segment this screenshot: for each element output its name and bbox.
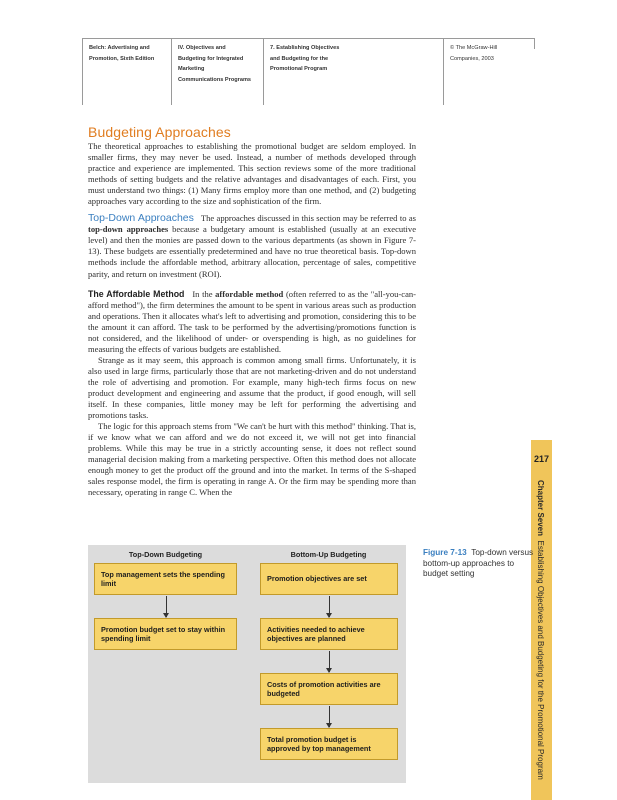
topdown-heading: Top-Down Approaches [88,212,194,225]
top-down-column-title: Top-Down Budgeting [128,550,203,559]
arrow-down [329,651,330,672]
flow-box-costs: Costs of promotion activities are budgeted [260,673,398,705]
affordable-term: affordable method [215,288,284,299]
figure-number: Figure 7-13 [423,548,467,557]
topdown-paragraph: Top-Down Approaches The approaches discussed in this section may be referred to as top-down approaches because a budgetary amount is established (usually at an executive level) and then the monies are passed down to the various departments (as shown in Figure 7-13). These budgets are essentially predetermined and have no true theoretical basis. Top-down methods include the affordable method, arbitrary allocation, percentage of sales, competitive parity, and return on investment (ROI). [88,212,416,279]
header-chapter-title: 7. Establishing Objectives and Budgeting for the Promotional Program [263,39,443,105]
running-header [82,38,535,104]
header-part-title: IV. Objectives and Budgeting for Integrated Marketing Communications Programs [171,39,263,105]
main-text [88,124,416,498]
header-book-title: Belch: Advertising and Promotion, Sixth Edition [82,39,171,105]
section-title: Budgeting Approaches [88,124,231,140]
affordable-paragraph-2: Strange as it may seem, this approach is common among small firms. Unfortunately, it is also used in large firms, particularly those that are not marketing-driven and do not understand the role of advertising and promotion. For example, many high-tech firms focus on new product development and engineering and assume that the product, if good enough, will sell itself. In these companies, little money may be left for performing the advertising and promotions tasks. [88,354,416,421]
flow-box-activities: Activities needed to achieve objectives are planned [260,618,398,650]
arrow-down [329,596,330,617]
affordable-heading: The Affordable Method [88,288,185,299]
flow-box-total-budget: Total promotion budget is approved by top management [260,728,398,760]
header-rule-end [534,39,535,49]
flow-box-top-management: Top management sets the spending limit [94,563,237,595]
arrow-down [166,596,167,617]
flow-box-objectives: Promotion objectives are set [260,563,398,595]
intro-paragraph: The theoretical approaches to establishing the promotional budget are seldom employed. In smaller firms, they may never be used. Instead, a number of methods developed through practice and experience are implemented. This section reviews some of the more traditional methods of setting budgets and the relative advantages and disadvantages of each. First, you must understand two things: (1) Many firms employ more than one method, and (2) budgeting approaches vary according to the size and sophistication of the firm. [88,141,416,207]
chapter-running-title: Chapter Seven Establishing Objectives and Budgeting for the Promotional Program [536,480,545,780]
header-copyright: © The McGraw-Hill Companies, 2003 [443,39,535,105]
page-number: 217 [533,454,550,464]
budgeting-figure [88,545,406,783]
figure-caption: Figure 7-13 Top-down versus bottom-up approaches to budget setting [423,548,534,578]
affordable-paragraph-3: The logic for this approach stems from "We can't be hurt with this method" thinking. That is, if we know what we can afford and we do not exceed it, we will not get into financial problems. While this may be true in a strictly accounting sense, it does not reflect sound managerial decision making from a marketing perspective. Often this method does not allocate enough money to get the product off the ground and into the market. In terms of the S-shaped sales response model, the firm is operating in range A. Or the firm may be spending more than necessary, operating in range C. When the [88,421,416,498]
topdown-term: top-down approaches [88,224,169,235]
bottom-up-column-title: Bottom-Up Budgeting [290,550,367,559]
flow-box-promotion-budget: Promotion budget set to stay within spending limit [94,618,237,650]
affordable-paragraph: The Affordable Method In the affordable method (often referred to as the "all-you-can-afford method"), the firm determines the amount to be spent in various areas such as production and operations. Then it allocates what's left to advertising and promotion, considering this to be the amount it can afford. The task to be performed by the advertising/promotions function is not considered, and the likelihood of under- or overspending is high, as no guidelines for measuring the effects of various budgets are established. [88,288,416,354]
arrow-down [329,706,330,727]
